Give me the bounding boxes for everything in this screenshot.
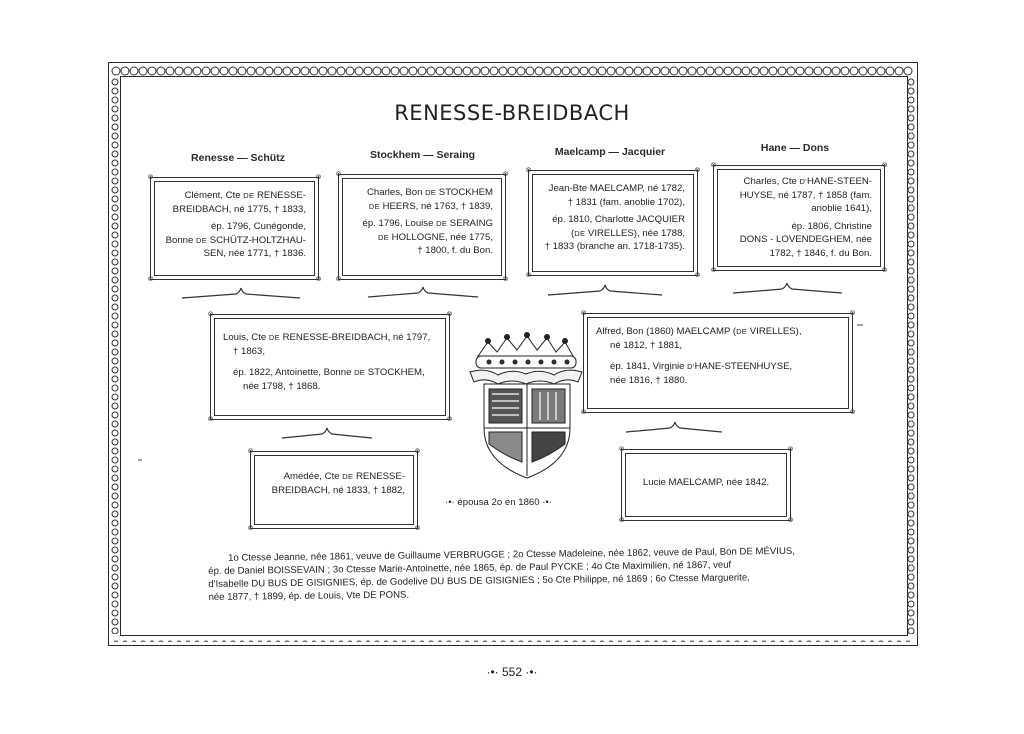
heading-renesse-schutz: Renesse — Schütz (191, 152, 285, 164)
box-corner-ornament: ⊗ (147, 174, 154, 181)
footnote-line: ép. de Daniel BOISSEVAIN ; 3o Ctesse Marie-Antoinette, née 1865, ép. de Paul PYCKE ; 4o Cte Maximilien, né 1867, veuf (208, 559, 732, 577)
box-corner-ornament: ⊗ (710, 162, 717, 169)
heading-stockhem-seraing: Stockhem — Seraing (369, 149, 476, 161)
brace-renesse-schutz (182, 288, 300, 298)
crown-icon (478, 336, 573, 356)
brace-stockhem-seraing (368, 287, 478, 297)
box-corner-ornament: ⊗ (618, 446, 625, 453)
box-corner-ornament: ⊗ (414, 525, 421, 532)
box-corner-ornament: ⊗ (618, 517, 625, 524)
box-corner-ornament: ⊗ (207, 311, 214, 318)
footnote-line: née 1877, † 1899, ép. de Louis, Vte DE PONS. (208, 589, 410, 603)
box-corner-ornament: ⊗ (247, 525, 254, 532)
person-box-clement: Clément, Cte DE RENESSE- BREIDBACH, né 1775, † 1833, ép. 1796, Cunégonde, Bonne DE SCHÜTZ-HOLTZHAU- SEN, née 1771, † 1836. ⊗ ⊗ ⊗ ⊗ (147, 174, 322, 283)
box-corner-ornament: ⊗ (502, 171, 509, 178)
person-box-lucie: Lucie MAELCAMP, née 1842. ⊗ ⊗ ⊗ ⊗ (618, 446, 794, 524)
person-box-amedee: Amédée, Cte DE RENESSE- BREIDBACH, né 1833, † 1882, ⊗ ⊗ ⊗ ⊗ (247, 448, 421, 532)
box-corner-ornament: ⊗ (787, 446, 794, 453)
box-corner-ornament: ⊗ (694, 167, 701, 174)
person-box-charles-hane: Charles, Cte D'HANE-STEEN- HUYSE, né 1787, † 1858 (fam. anoblie 1641), ép. 1806, Christine DONS - LOVENDEGHEM, née 1782, † 1846, f. du Bon. ⊗ ⊗ ⊗ ⊗ (710, 162, 888, 274)
coat-of-arms (470, 333, 582, 479)
box-corner-ornament: ⊗ (580, 310, 587, 317)
box-corner-ornament: ⊗ (502, 276, 509, 283)
box-corner-ornament: ⊗ (335, 276, 342, 283)
box-corner-ornament: ⊗ (446, 416, 453, 423)
box-corner-ornament: ⊗ (247, 448, 254, 455)
box-corner-ornament: ⊗ (315, 276, 322, 283)
person-box-charles-stockhem: Charles, Bon DE STOCKHEM DE HEERS, né 1763, † 1839, ép. 1796, Louise DE SERAING DE HOLLOGNE, née 1775, † 1800, f. du Bon. ⊗ ⊗ ⊗ ⊗ (335, 171, 509, 283)
box-corner-ornament: ⊗ (525, 272, 532, 279)
box-corner-ornament: ⊗ (710, 267, 717, 274)
box-corner-ornament: ⊗ (787, 517, 794, 524)
box-corner-ornament: ⊗ (147, 276, 154, 283)
box-corner-ornament: ⊗ (446, 311, 453, 318)
person-box-alfred: Alfred, Bon (1860) MAELCAMP (DE VIRELLES), né 1812, † 1881, ép. 1841, Virginie D'HANE-STEENHUYSE, née 1816, † 1880. ⊗ ⊗ ⊗ ⊗ (580, 310, 856, 416)
box-corner-ornament: ⊗ (881, 267, 888, 274)
person-box-louis: Louis, Cte DE RENESSE-BREIDBACH, né 1797, † 1863, ép. 1822, Antoinette, Bonne DE STOCKHEM, née 1798, † 1868. ⊗ ⊗ ⊗ ⊗ (207, 311, 453, 423)
person-box-jean-baptiste-maelcamp: Jean-Bte MAELCAMP, né 1782, † 1831 (fam. anoblie 1702), ép. 1810, Charlotte JACQUIER (DE VIRELLES), née 1788, † 1833 (branche an. 1718-1735). ⊗ ⊗ ⊗ ⊗ (525, 167, 701, 279)
marriage-note: ·•· épousa 2o en 1860 ·•· (445, 497, 552, 508)
brace-alfred (626, 422, 722, 432)
box-corner-ornament: ⊗ (315, 174, 322, 181)
heading-maelcamp-jacquier: Maelcamp — Jacquier (554, 146, 666, 158)
box-corner-ornament: ⊗ (849, 310, 856, 317)
heading-hane-dons: Hane — Dons (760, 142, 830, 154)
mantling (470, 370, 582, 384)
page-number: ·•· 552 ·•· (486, 665, 538, 679)
brace-louis (282, 428, 372, 438)
footnote-line: 1o Ctesse Jeanne, née 1861, veuve de Guillaume VERBRUGGE ; 2o Ctesse Madeleine, née 1862, veuve de Paul, Bon DE MÉVIUS, (228, 545, 795, 564)
footnote-line: d'Isabelle DU BUS DE GISIGNIES, ép. de Godelive DU BUS DE GISIGNIES ; 5o Cte Philippe, né 1869 ; 6o Ctesse Marguerite, (208, 572, 750, 590)
page-title: RENESSE-BREIDBACH (394, 101, 630, 125)
box-corner-ornament: ⊗ (414, 448, 421, 455)
box-corner-ornament: ⊗ (580, 409, 587, 416)
box-corner-ornament: ⊗ (849, 409, 856, 416)
box-corner-ornament: ⊗ (525, 167, 532, 174)
children-footnote (208, 544, 849, 604)
box-corner-ornament: ⊗ (335, 171, 342, 178)
box-corner-ornament: ⊗ (207, 416, 214, 423)
brace-hane-dons (733, 283, 842, 293)
box-corner-ornament: ⊗ (881, 162, 888, 169)
brace-maelcamp-jacquier (548, 285, 662, 295)
box-corner-ornament: ⊗ (694, 272, 701, 279)
